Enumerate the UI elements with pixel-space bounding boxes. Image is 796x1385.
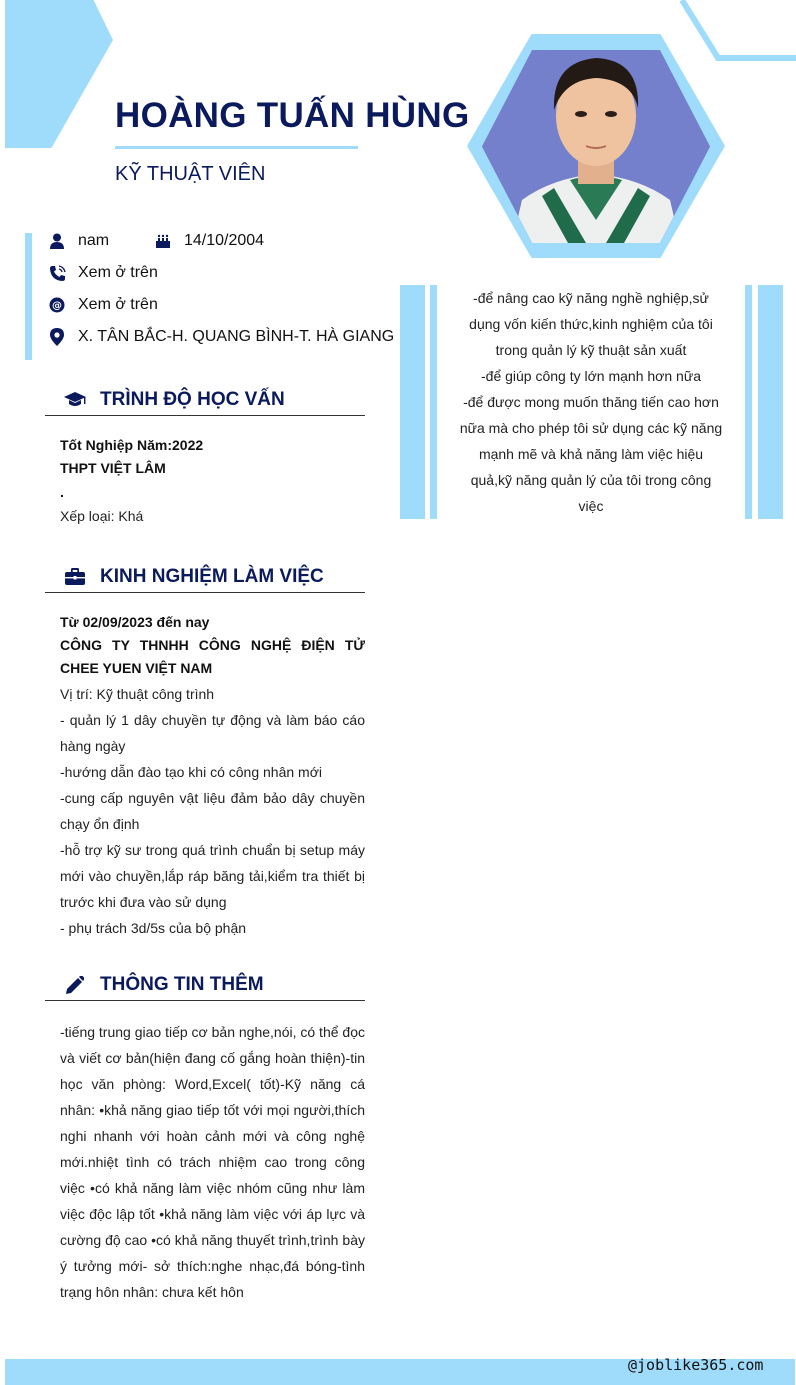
graduation-year: Tốt Nghiệp Năm:2022 bbox=[60, 437, 204, 453]
job-period: Từ 02/09/2023 đến nay bbox=[60, 614, 210, 630]
corner-decoration-top-right bbox=[676, 0, 796, 64]
objective-bar-right-thin bbox=[745, 285, 752, 519]
footer-watermark: @joblike365.com bbox=[628, 1356, 764, 1374]
person-icon bbox=[48, 232, 66, 250]
svg-text:@: @ bbox=[52, 300, 62, 312]
job-title: KỸ THUẬT VIÊN bbox=[115, 163, 266, 185]
education-grade: Xếp loại: Khá bbox=[60, 508, 144, 524]
candidate-name: HOÀNG TUẤN HÙNG bbox=[115, 96, 470, 135]
corner-decoration-top-left bbox=[5, 0, 113, 148]
birthday-cake-icon bbox=[154, 232, 172, 250]
education-details bbox=[60, 432, 365, 529]
contact-phone: Xem ở trên bbox=[48, 264, 158, 282]
school-name: THPT VIỆT LÂM bbox=[60, 460, 166, 476]
job-position: Vị trí: Kỹ thuật công trình bbox=[60, 686, 215, 702]
at-sign-icon bbox=[48, 296, 66, 314]
job-duty: -cung cấp nguyên vật liệu đảm bảo dây chuyền chạy ổn định bbox=[60, 790, 365, 832]
experience-details bbox=[60, 609, 365, 941]
job-duty: - phụ trách 3d/5s của bộ phận bbox=[60, 920, 247, 936]
education-heading: TRÌNH ĐỘ HỌC VẤN bbox=[45, 384, 365, 416]
company-name: CÔNG TY THNHH CÔNG NGHỆ ĐIỆN TỬ CHEE YUEN VIỆT NAM bbox=[60, 637, 365, 676]
objective-bar-left-wide bbox=[400, 285, 425, 519]
job-duty: -hỗ trợ kỹ sư trong quá trình chuẩn bị setup máy mới vào chuyền,lắp ráp băng tải,kiểm tra thiết bị trước khi đưa vào sử dụng bbox=[60, 842, 365, 910]
job-duty: -hướng dẫn đào tạo khi có công nhân mới bbox=[60, 764, 323, 780]
pencil-icon bbox=[63, 975, 87, 995]
objective-bar-right-wide bbox=[758, 285, 783, 519]
graduation-cap-icon bbox=[63, 390, 87, 410]
education-separator: . bbox=[60, 484, 64, 500]
contact-address: X. TÂN BẮC-H. QUANG BÌNH-T. HÀ GIANG bbox=[48, 328, 394, 346]
contact-email: @ Xem ở trên bbox=[48, 296, 158, 314]
contact-birthdate: 14/10/2004 bbox=[154, 232, 264, 250]
job-duty: - quản lý 1 dây chuyền tự động và làm báo cáo hàng ngày bbox=[60, 712, 365, 754]
additional-info-text: -tiếng trung giao tiếp cơ bản nghe,nói, có thể đọc và viết cơ bản(hiện đang cố gắng hoàn thiện)-tin học văn phòng: Word,Excel( tốt)-Kỹ năng cá nhân: •khả năng giao tiếp tốt với mọi người,thích nghi nhanh với hoàn cảnh mới và công nghệ mới.nhiệt tình có trách nhiệm cao trong công việc •có khả năng làm việc nhóm cũng như làm việc độc lập tốt •khả năng làm việc với áp lực và cường độ cao •có khả năng thuyết trình,trình bày ý tưởng mới- sở thích:nghe nhạc,đá bóng-tình trạng hôn nhân: chưa kết hôn bbox=[60, 1024, 365, 1300]
phone-icon bbox=[48, 264, 66, 282]
contact-gender: nam bbox=[48, 232, 109, 250]
additional-info-heading: THÔNG TIN THÊM bbox=[45, 969, 365, 1001]
career-objective: -để nâng cao kỹ năng nghề nghiệp,sử dụng vốn kiến thức,kinh nghiệm của tôi trong quản lý kỹ thuật sản xuất -để giúp công ty lớn mạnh hơn nữa -để được mong muốn thăng tiến cao hơn nữa mà cho phép tôi sử dụng các kỹ năng mạnh mẽ và khả năng làm việc hiệu quả,kỹ năng quản lý của tôi trong công việc bbox=[459, 290, 723, 514]
experience-heading: KINH NGHIỆM LÀM VIỆC bbox=[45, 561, 365, 593]
location-pin-icon bbox=[48, 328, 66, 346]
contact-accent-bar bbox=[25, 233, 32, 360]
briefcase-icon bbox=[63, 567, 87, 587]
name-underline bbox=[115, 146, 358, 149]
objective-bar-left-thin bbox=[430, 285, 437, 519]
